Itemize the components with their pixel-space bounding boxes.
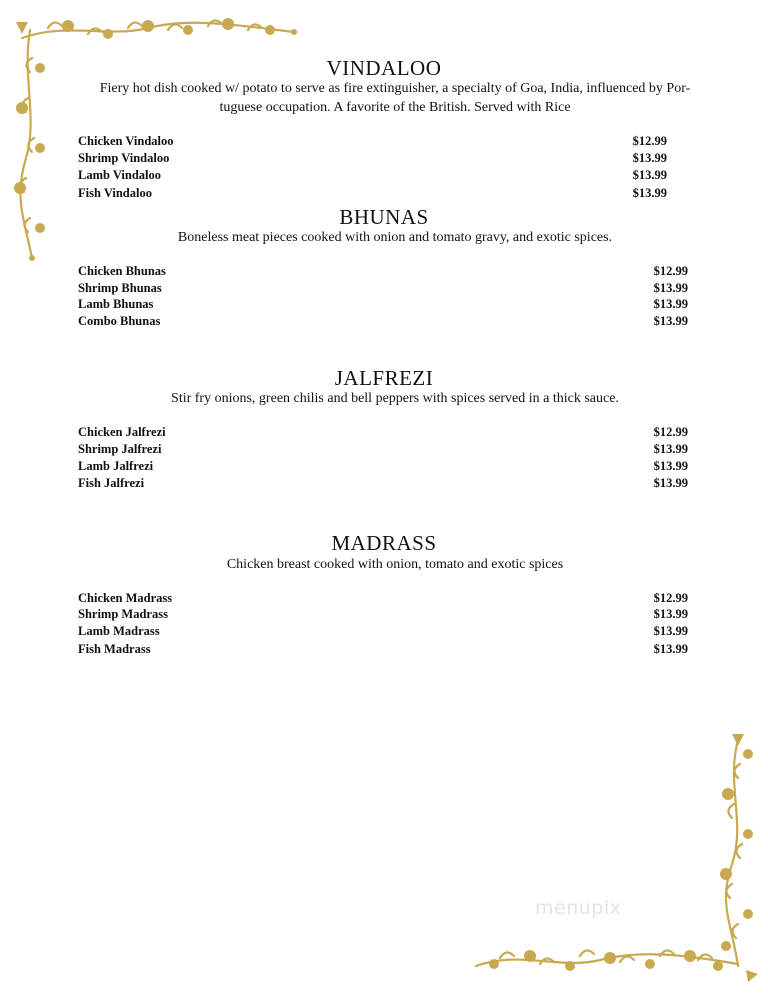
menu-item (78, 264, 688, 281)
menu-item-name: Chicken Bhunas (78, 264, 166, 278)
menu-item-name: Lamb Bhunas (78, 297, 154, 311)
section-description-line: Fiery hot dish cooked w/ potato to serve as fire extinguisher, a specialty of Goa, India, influenced by Por- (99, 81, 691, 96)
section-description-line: Boneless meat pieces cooked with onion and tomato gravy, and exotic spices. (177, 230, 613, 245)
menu-item (78, 314, 688, 331)
section-title: BHUNAS (339, 205, 429, 229)
menu-item-name: Shrimp Madrass (78, 607, 168, 621)
watermark: menupix (535, 897, 622, 919)
menu-item-price: $12.99 (653, 425, 688, 439)
menu-item-name: Lamb Vindaloo (78, 168, 162, 182)
section-title: JALFREZI (334, 366, 434, 390)
section-description-line: tuguese occupation. A favorite of the British. Served with Rice (219, 100, 571, 115)
menu-item (78, 624, 688, 641)
menu-item-price: $13.99 (632, 186, 667, 200)
menu-item-price: $13.99 (653, 281, 688, 295)
menu-item (78, 442, 688, 459)
menu-item-name: Chicken Jalfrezi (78, 425, 166, 439)
menu-item-name: Lamb Jalfrezi (78, 459, 154, 473)
menu-item-price: $13.99 (653, 442, 688, 456)
menu-item (78, 151, 667, 168)
menu-item-price: $13.99 (653, 607, 688, 621)
menu-item (78, 591, 688, 608)
menu-item (78, 459, 688, 476)
menu-item-name: Lamb Madrass (78, 624, 160, 638)
menu-item (78, 134, 667, 151)
menu-item-price: $13.99 (653, 297, 688, 311)
menu-item-name: Combo Bhunas (78, 314, 161, 328)
menu-item-price: $13.99 (653, 459, 688, 473)
menu-item-price: $13.99 (653, 642, 688, 656)
menu-item (78, 168, 667, 185)
menu-item-price: $13.99 (632, 168, 667, 182)
menu-item-name: Shrimp Jalfrezi (78, 442, 162, 456)
menu-item (78, 297, 688, 314)
menu-item-name: Shrimp Bhunas (78, 281, 162, 295)
menu-item-name: Shrimp Vindaloo (78, 151, 170, 165)
menu-item-price: $13.99 (653, 314, 688, 328)
menu-item (78, 186, 667, 203)
menu-item-price: $12.99 (653, 264, 688, 278)
menu-item (78, 281, 688, 298)
section-description-line: Stir fry onions, green chilis and bell peppers with spices served in a thick sauce. (171, 391, 619, 406)
menu-item (78, 425, 688, 442)
menu-item-name: Chicken Vindaloo (78, 134, 174, 148)
menu-item-name: Fish Vindaloo (78, 186, 152, 200)
menu-item (78, 642, 688, 659)
menu-item-price: $12.99 (632, 134, 667, 148)
menu-item-name: Fish Jalfrezi (78, 476, 145, 490)
menu-item-price: $13.99 (632, 151, 667, 165)
menu-item-price: $13.99 (653, 476, 688, 490)
section-title: VINDALOO (326, 56, 442, 80)
section-title: MADRASS (331, 531, 437, 555)
menu-item (78, 476, 688, 493)
menu-item (78, 607, 688, 624)
menu-item-name: Fish Madrass (78, 642, 151, 656)
menu-item-price: $13.99 (653, 624, 688, 638)
menu-item-name: Chicken Madrass (78, 591, 173, 605)
menu-item-price: $12.99 (653, 591, 688, 605)
bottom-right-floral-ornament-icon (470, 734, 762, 988)
section-description-line: Chicken breast cooked with onion, tomato and exotic spices (226, 557, 564, 572)
